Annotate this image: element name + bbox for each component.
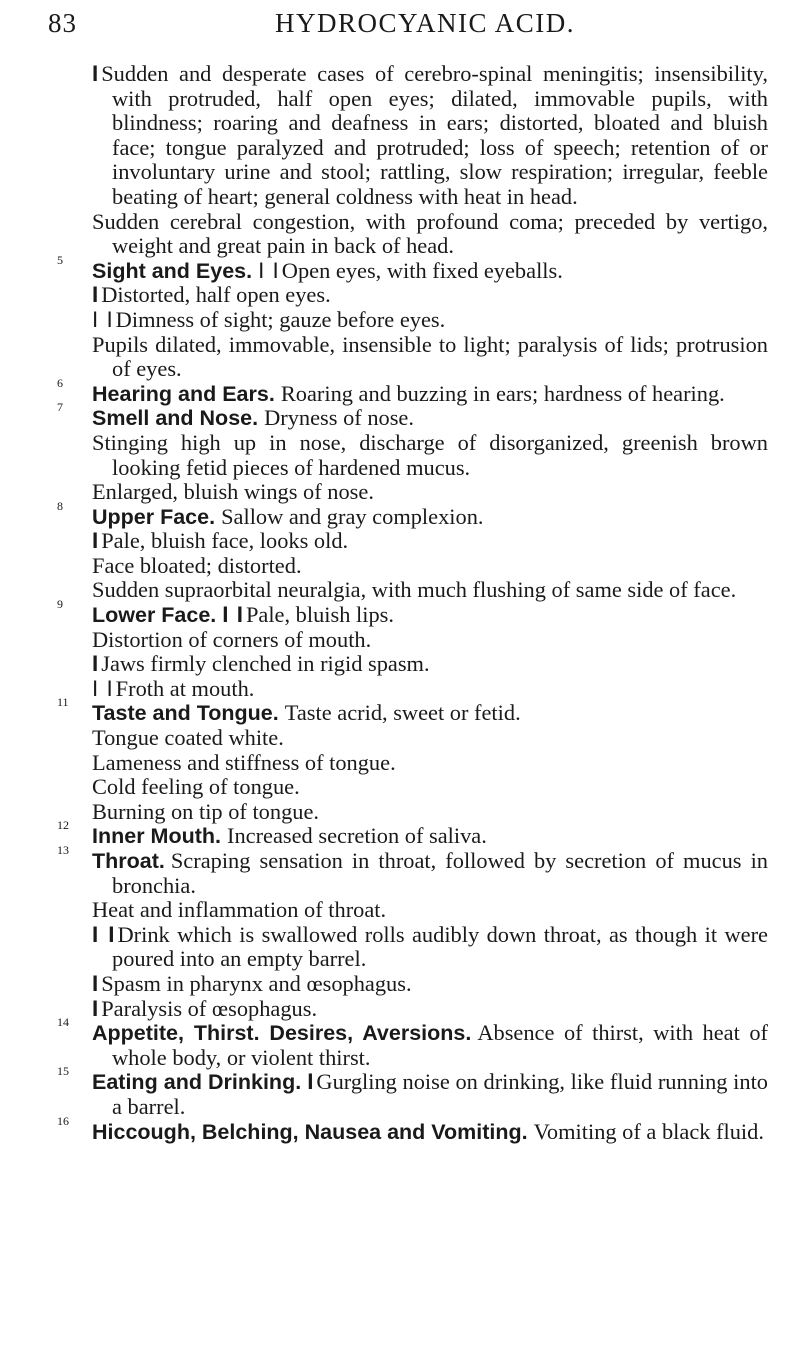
symptom-text: Open eyes, with fixed eyeballs. [281,257,563,283]
running-header [0,8,800,44]
symptom-text: Vomiting of a black fluid. [533,1118,764,1144]
section-entry: 16 Hiccough, Belching, Nausea and Vomiting. Vomiting of a black fluid. [57,1113,764,1144]
symptom-line [92,898,768,923]
symptom-text: Sallow and gray complexion. [221,503,484,529]
section-heading: Taste and Tongue. [92,701,279,726]
symptom-text: Pale, bluish lips. [245,602,394,628]
section-heading: Throat. [92,849,165,873]
emphasis-marker: I [307,1069,315,1095]
symptom-text: Cold feeling of tongue. [92,774,300,800]
emphasis-marker: I I [222,602,244,628]
symptom-text: Stinging high up in nose, discharge of disorganized, greenish brown looking fetid pieces of hardened mucus. [92,429,768,480]
section-heading: Hearing and Ears. [92,381,275,406]
symptom-text: Dimness of sight; gauze before eyes. [115,306,446,332]
symptom-text: Drink which is swallowed rolls audibly down throat, as though it were poured into an empty barrel. [112,921,768,972]
emphasis-marker: I I [92,921,116,947]
section-entry: 14 Appetite, Thirst. Desires, Aversions. Absence of thirst, with heat of whole body, or violent thirst. [57,1015,768,1070]
symptom-text: Pale, bluish face, looks old. [101,528,349,554]
symptom-line [92,677,768,702]
emphasis-marker: I I [258,257,280,283]
page-number: 83 [48,8,77,38]
symptom-text: Taste acrid, sweet or fetid. [284,700,521,726]
emphasis-marker: I I [92,675,114,701]
symptom-line [92,333,768,382]
section-heading: Eating and Drinking. [92,1070,302,1095]
symptom-text: Absence of thirst, with heat of whole body, or violent thirst. [112,1020,768,1070]
symptom-text: Increased secretion of saliva. [226,823,487,849]
symptom-text: Roaring and buzzing in ears; hardness of hearing. [280,380,725,406]
symptom-line [92,480,768,505]
section-heading: Appetite, Thirst. Desires, Aversions. [92,1021,472,1046]
section-heading: Upper Face. [92,504,216,529]
symptom-text: Sudden supraorbital neuralgia, with much flushing of same side of face. [92,577,737,603]
symptom-text: Sudden and desperate cases of cerebro-spinal meningitis; insensibility, with protruded, half open eyes; dilated, immovable pupils, with blindness; roaring and deafness in ears; distorted, bloated and bluish face; tongue paralyzed and protruded; loss of speech; retention of or involuntary urine and stool; rattling, slow respiration; irregular, feeble beating of heart; general coldness with heat in head. [101,61,768,209]
symptom-line [92,529,768,554]
symptom-text: Burning on tip of tongue. [92,798,320,824]
symptom-line [92,210,768,259]
section-entry: 5 Sight and Eyes. I IOpen eyes, with fixed eyeballs. [57,252,563,283]
page-body [57,61,768,1144]
symptom-line [92,923,768,972]
symptom-line [92,652,768,677]
section-heading: Sight and Eyes. [92,258,253,283]
symptom-line [92,554,768,579]
section-entry: 9 Lower Face. I IPale, bluish lips. [57,597,394,628]
symptom-text: Froth at mouth. [115,675,255,701]
symptom-text: Jaws firmly clenched in rigid spasm. [101,651,430,677]
symptom-line [92,972,768,997]
symptom-text: Heat and inflammation of throat. [92,897,387,923]
symptom-text: Pupils dilated, immovable, insensible to light; paralysis of lids; protrusion of eyes. [92,331,768,382]
symptom-line [92,628,768,653]
symptom-line [92,431,768,480]
emphasis-marker: I [92,282,100,308]
symptom-text: Distorted, half open eyes. [101,282,331,308]
symptom-line [92,997,768,1022]
page-title: HYDROCYANIC ACID. [274,8,576,38]
symptom-text: Lameness and stiffness of tongue. [92,749,396,775]
section-entry: 8 Upper Face. Sallow and gray complexion. [57,498,484,529]
symptom-text: Gurgling noise on drinking, like fluid running into a barrel. [112,1069,768,1119]
symptom-line [92,726,768,751]
section-heading: Hiccough, Belching, Nausea and Vomiting. [92,1119,528,1144]
emphasis-marker: I [92,61,100,86]
section-entry: 7 Smell and Nose. Dryness of nose. [57,400,414,431]
section-entry: 15 Eating and Drinking. IGurgling noise on drinking, like fluid running into a barrel. [57,1064,768,1119]
symptom-line [92,308,768,333]
symptom-line [92,775,768,800]
section-heading: Lower Face. [92,603,217,628]
emphasis-marker: I [92,995,100,1021]
symptom-text: Tongue coated white. [92,725,284,751]
section-heading: Inner Mouth. [92,824,221,849]
symptom-line [92,751,768,776]
emphasis-marker: I I [92,306,114,332]
emphasis-marker: I [92,528,100,554]
section-entry: 13 Throat. Scraping sensation in throat, followed by secretion of mucus in bronchia. [57,843,768,898]
symptom-text: Enlarged, bluish wings of nose. [92,479,374,505]
symptom-text: Sudden cerebral congestion, with profound coma; preceded by vertigo, weight and great pain in back of head. [92,208,768,259]
emphasis-marker: I [92,970,100,996]
symptom-text: Spasm in pharynx and œsophagus. [101,970,412,996]
symptom-line [92,578,768,603]
symptom-line [92,283,768,308]
symptom-line [92,62,768,210]
symptom-line [92,800,768,825]
symptom-text: Distortion of corners of mouth. [92,626,372,652]
section-entry: 11 Taste and Tongue. Taste acrid, sweet or fetid. [57,695,521,726]
section-heading: Smell and Nose. [92,406,259,431]
section-entry: 12 Inner Mouth. Increased secretion of saliva. [57,818,487,849]
symptom-text: Dryness of nose. [264,405,414,431]
symptom-text: Scraping sensation in throat, followed by secretion of mucus in bronchia. [112,848,768,898]
symptom-text: Face bloated; distorted. [92,552,302,578]
symptom-text: Paralysis of œsophagus. [101,995,318,1021]
section-entry: 6 Hearing and Ears. Roaring and buzzing in ears; hardness of hearing. [57,375,725,406]
emphasis-marker: I [92,651,100,677]
